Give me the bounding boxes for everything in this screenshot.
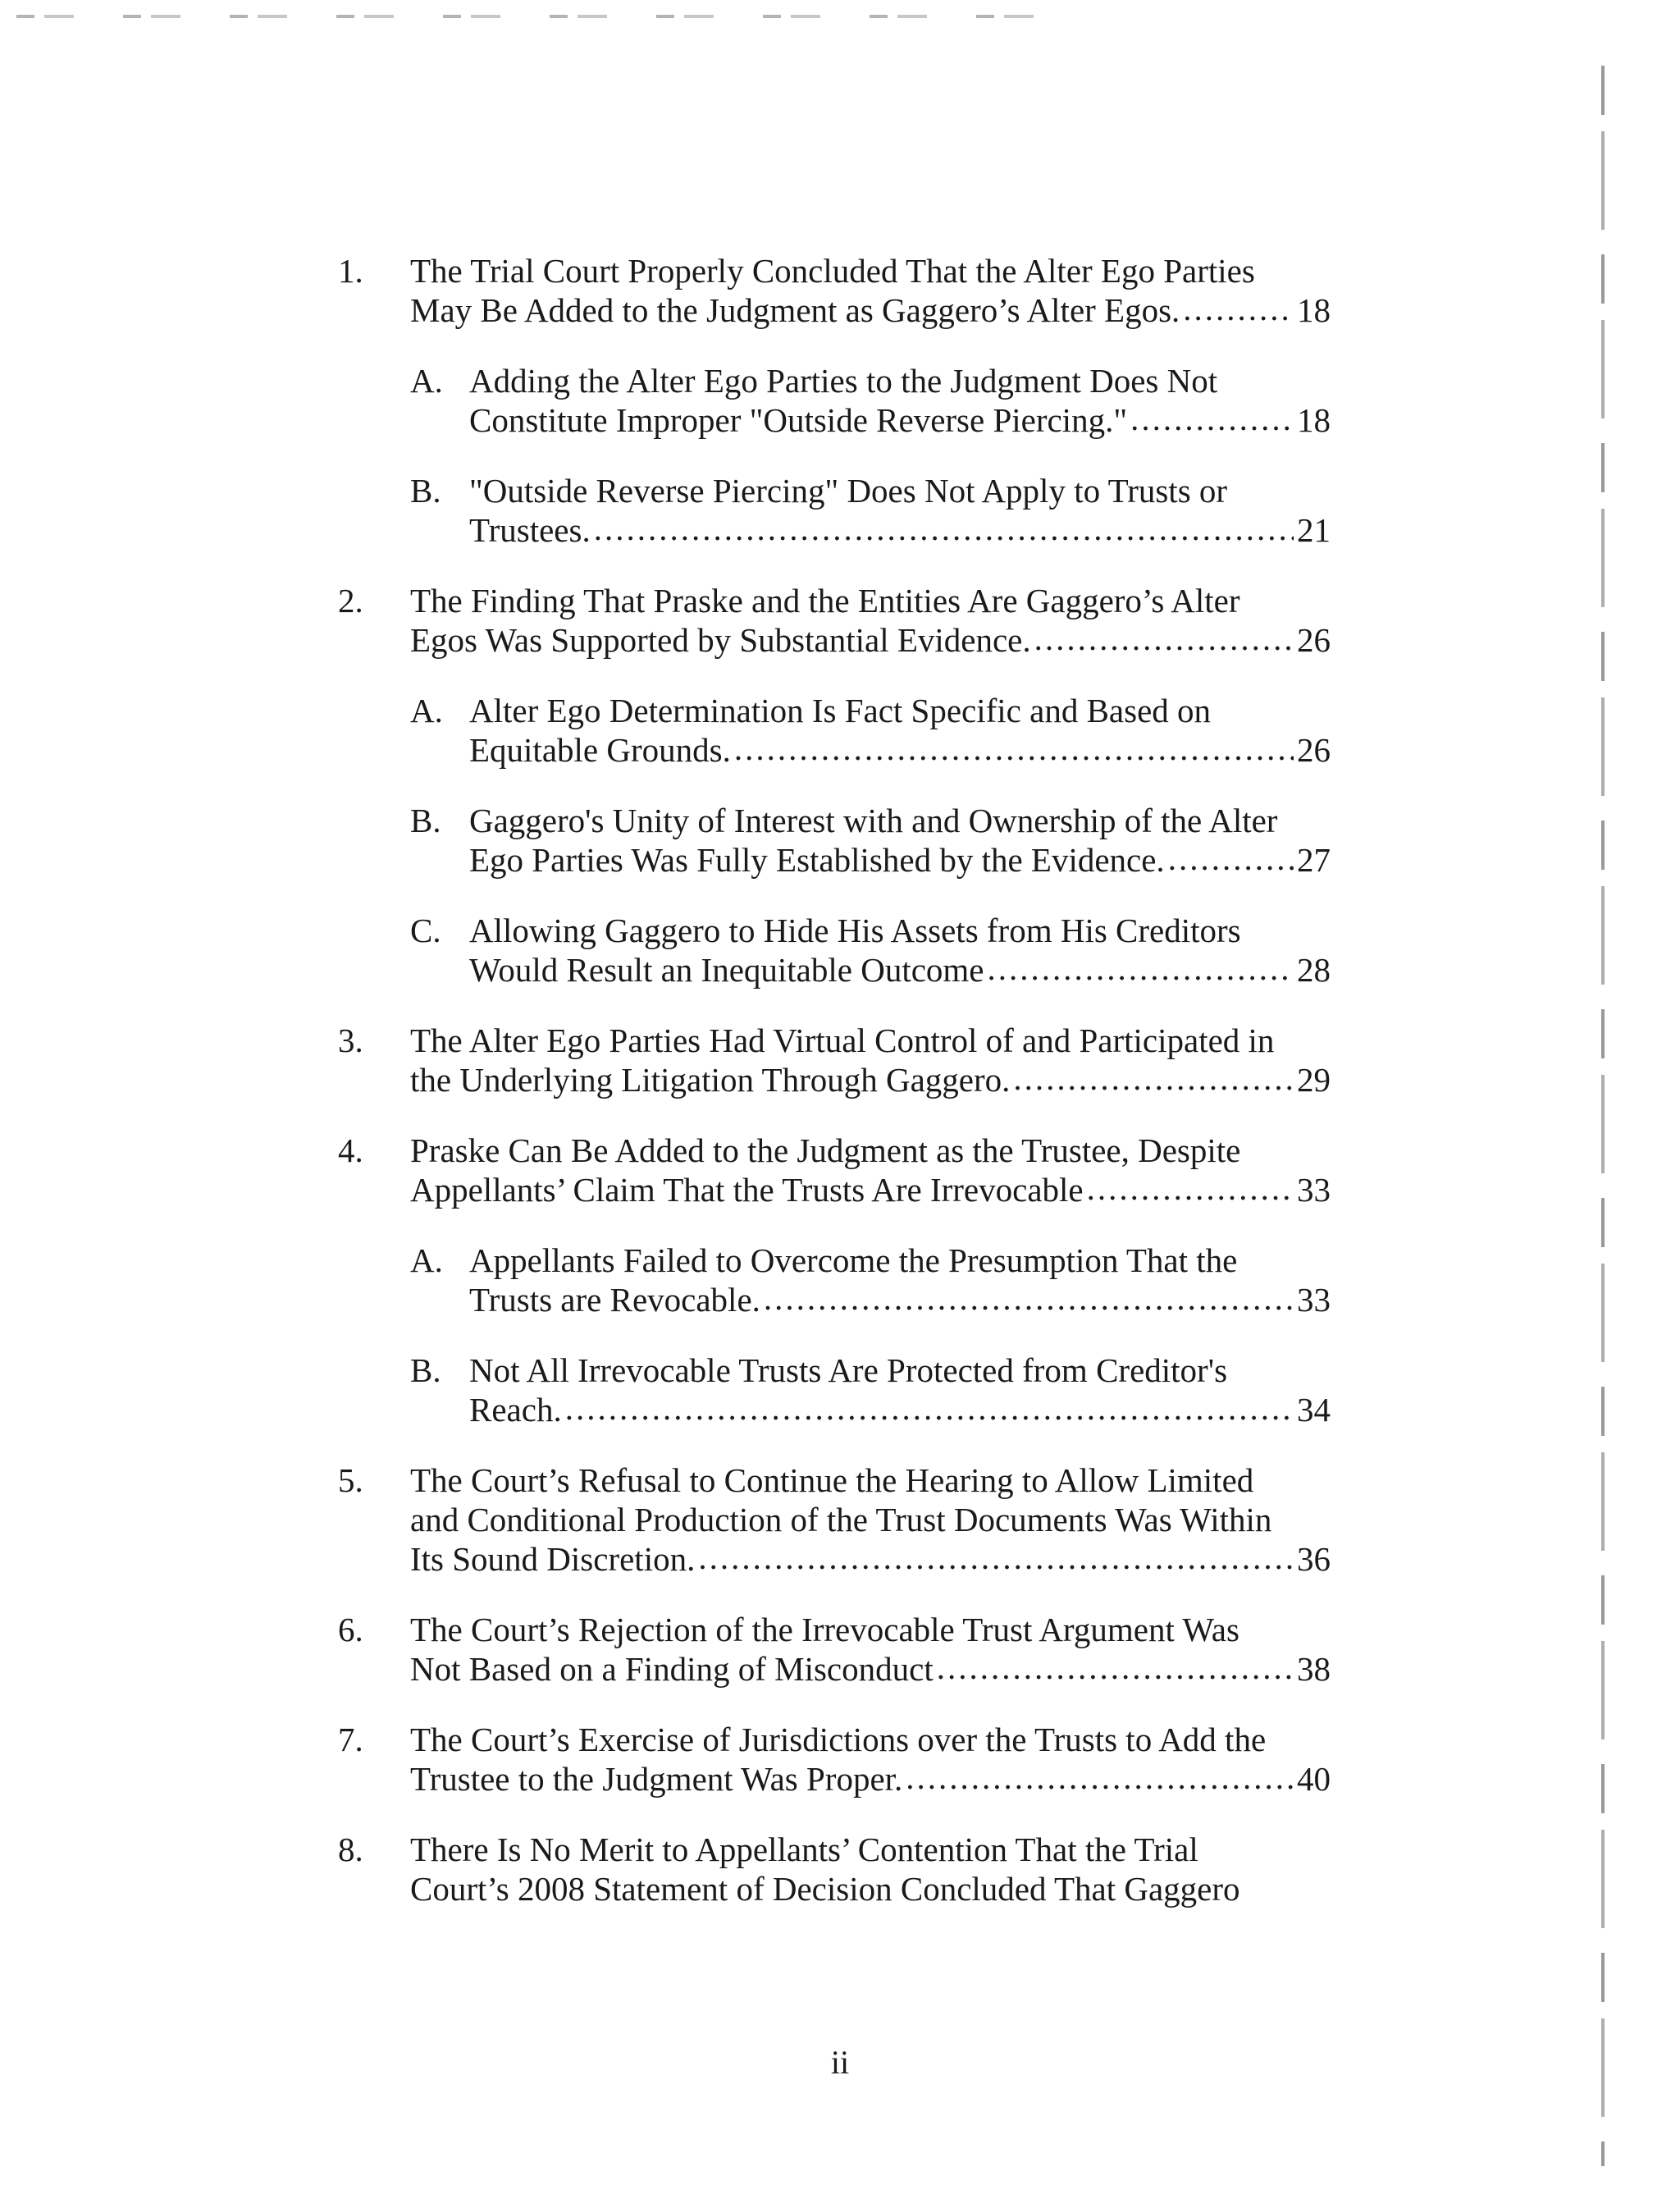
toc-entry-line: Ego Parties Was Fully Established by the Evidence. bbox=[469, 841, 1165, 879]
toc-entry-leader-line bbox=[410, 620, 1331, 660]
toc-entry-line: The Finding That Praske and the Entities Are Gaggero’s Alter bbox=[410, 582, 1240, 619]
toc-entry-number: 8. bbox=[338, 1831, 363, 1868]
toc-entry-leader-line bbox=[469, 1280, 1331, 1319]
page-number: ii bbox=[830, 2044, 850, 2081]
toc-entry-line: Constitute Improper "Outside Reverse Piercing." bbox=[469, 401, 1128, 439]
dot-leader bbox=[1087, 1168, 1294, 1208]
toc-entry-line: Adding the Alter Ego Parties to the Judgment Does Not bbox=[469, 362, 1218, 400]
toc-entry-number: 5. bbox=[338, 1461, 363, 1499]
toc-entry bbox=[338, 361, 1331, 440]
toc-entry-number: B. bbox=[410, 472, 441, 510]
toc-entry-page: 26 bbox=[1297, 731, 1331, 769]
scan-artifact-top bbox=[16, 15, 1066, 18]
toc-entry-line: Allowing Gaggero to Hide His Assets from His Creditors bbox=[469, 912, 1241, 949]
toc-entry-leader-line bbox=[410, 1649, 1331, 1689]
toc-entry bbox=[338, 1720, 1331, 1799]
toc-entry-page: 33 bbox=[1297, 1171, 1331, 1209]
toc-entry-number: 3. bbox=[338, 1022, 363, 1059]
toc-entry-leader-line bbox=[410, 1060, 1331, 1099]
toc-entry bbox=[338, 1351, 1331, 1429]
dot-leader bbox=[1168, 839, 1294, 878]
toc-entry-page: 18 bbox=[1297, 401, 1331, 439]
dot-leader bbox=[1183, 289, 1294, 328]
toc-entry-page: 26 bbox=[1297, 621, 1331, 659]
dot-leader bbox=[565, 1388, 1294, 1428]
toc-entry-number: 1. bbox=[338, 252, 363, 290]
toc-entry-line: The Court’s Refusal to Continue the Hearing to Allow Limited bbox=[410, 1461, 1254, 1499]
toc-entry-line: Trustee to the Judgment Was Proper. bbox=[410, 1760, 903, 1798]
toc-entry-number: 7. bbox=[338, 1721, 363, 1758]
dot-leader bbox=[698, 1538, 1294, 1577]
toc-entry-line: "Outside Reverse Piercing" Does Not Apply to Trusts or bbox=[469, 472, 1228, 510]
scan-artifact-right bbox=[1601, 66, 1605, 2166]
dot-leader bbox=[1034, 619, 1294, 658]
toc-entry-line: The Court’s Rejection of the Irrevocable Trust Argument Was bbox=[410, 1611, 1239, 1648]
toc-entry-line: Trustees. bbox=[469, 511, 591, 549]
toc-entry-page: 36 bbox=[1297, 1540, 1331, 1578]
toc-entry-leader-line bbox=[410, 1759, 1331, 1799]
table-of-contents bbox=[338, 251, 1331, 1940]
toc-entry-line: The Trial Court Properly Concluded That the Alter Ego Parties bbox=[410, 252, 1255, 290]
toc-entry-number: A. bbox=[410, 362, 443, 400]
toc-entry-line: Praske Can Be Added to the Judgment as the Trustee, Despite bbox=[410, 1131, 1241, 1169]
toc-entry-line: Its Sound Discretion. bbox=[410, 1540, 696, 1578]
toc-entry bbox=[338, 1131, 1331, 1209]
toc-entry-page: 34 bbox=[1297, 1391, 1331, 1428]
toc-entry-line: Gaggero's Unity of Interest with and Ownership of the Alter bbox=[469, 802, 1278, 839]
toc-entry-leader-line bbox=[410, 290, 1331, 330]
dot-leader bbox=[906, 1757, 1294, 1797]
toc-entry bbox=[338, 251, 1331, 330]
toc-entry bbox=[338, 1610, 1331, 1689]
toc-entry-number: 4. bbox=[338, 1131, 363, 1169]
toc-entry-line: Reach. bbox=[469, 1391, 562, 1428]
toc-entry-line: Not Based on a Finding of Misconduct bbox=[410, 1650, 934, 1688]
dot-leader bbox=[764, 1278, 1294, 1318]
toc-entry bbox=[338, 691, 1331, 770]
toc-entry-line: Trusts are Revocable. bbox=[469, 1281, 760, 1319]
toc-entry-leader-line bbox=[469, 400, 1331, 440]
toc-entry-page: 28 bbox=[1297, 951, 1331, 989]
toc-entry-number: B. bbox=[410, 802, 441, 839]
toc-entry-line: Appellants Failed to Overcome the Presumption That the bbox=[469, 1241, 1238, 1279]
toc-entry bbox=[338, 581, 1331, 660]
toc-entry-number: B. bbox=[410, 1351, 441, 1389]
toc-entry-leader-line bbox=[410, 1170, 1331, 1209]
dot-leader bbox=[937, 1648, 1294, 1687]
toc-entry-page: 18 bbox=[1297, 291, 1331, 329]
dot-leader bbox=[734, 729, 1294, 768]
toc-entry-page: 27 bbox=[1297, 841, 1331, 879]
toc-entry-number: A. bbox=[410, 692, 443, 729]
toc-entry-line: May Be Added to the Judgment as Gaggero’s Alter Egos. bbox=[410, 291, 1180, 329]
toc-entry bbox=[338, 911, 1331, 990]
toc-entry-line: Court’s 2008 Statement of Decision Concluded That Gaggero bbox=[410, 1870, 1240, 1908]
toc-entry-leader-line bbox=[469, 840, 1331, 880]
toc-entry-leader-line bbox=[410, 1539, 1331, 1579]
toc-entry-page: 29 bbox=[1297, 1061, 1331, 1099]
toc-entry-line: Equitable Grounds. bbox=[469, 731, 731, 769]
toc-entry-page: 38 bbox=[1297, 1650, 1331, 1688]
toc-entry bbox=[338, 1460, 1331, 1579]
toc-entry bbox=[338, 1830, 1331, 1908]
dot-leader bbox=[988, 948, 1294, 988]
toc-entry bbox=[338, 1241, 1331, 1319]
toc-entry-page: 33 bbox=[1297, 1281, 1331, 1319]
toc-entry-line: and Conditional Production of the Trust Documents Was Within bbox=[410, 1501, 1272, 1538]
toc-entry-line: The Alter Ego Parties Had Virtual Control of and Participated in bbox=[410, 1022, 1275, 1059]
toc-entry-number: C. bbox=[410, 912, 441, 949]
dot-leader bbox=[1130, 399, 1294, 438]
toc-entry-number: A. bbox=[410, 1241, 443, 1279]
toc-entry bbox=[338, 1021, 1331, 1099]
dot-leader bbox=[594, 509, 1294, 548]
toc-entry-line: Not All Irrevocable Trusts Are Protected from Creditor's bbox=[469, 1351, 1228, 1389]
toc-entry-line: Appellants’ Claim That the Trusts Are Irrevocable bbox=[410, 1171, 1084, 1209]
toc-entry-line: There Is No Merit to Appellants’ Contention That the Trial bbox=[410, 1831, 1198, 1868]
toc-entry-line: Would Result an Inequitable Outcome bbox=[469, 951, 984, 989]
toc-entry-line: Egos Was Supported by Substantial Evidence. bbox=[410, 621, 1031, 659]
toc-entry-page: 21 bbox=[1297, 511, 1331, 549]
toc-entry-number: 2. bbox=[338, 582, 363, 619]
toc-entry-line: the Underlying Litigation Through Gaggero. bbox=[410, 1061, 1011, 1099]
toc-entry-line: Alter Ego Determination Is Fact Specific and Based on bbox=[469, 692, 1212, 729]
toc-entry-number: 6. bbox=[338, 1611, 363, 1648]
toc-entry-page: 40 bbox=[1297, 1760, 1331, 1798]
toc-entry-leader-line bbox=[469, 510, 1331, 550]
toc-entry-leader-line bbox=[469, 950, 1331, 990]
toc-entry-line: The Court’s Exercise of Jurisdictions over the Trusts to Add the bbox=[410, 1721, 1267, 1758]
toc-entry bbox=[338, 471, 1331, 550]
toc-entry bbox=[338, 801, 1331, 880]
toc-entry-leader-line bbox=[469, 730, 1331, 770]
dot-leader bbox=[1013, 1058, 1294, 1098]
toc-entry-leader-line bbox=[469, 1390, 1331, 1429]
